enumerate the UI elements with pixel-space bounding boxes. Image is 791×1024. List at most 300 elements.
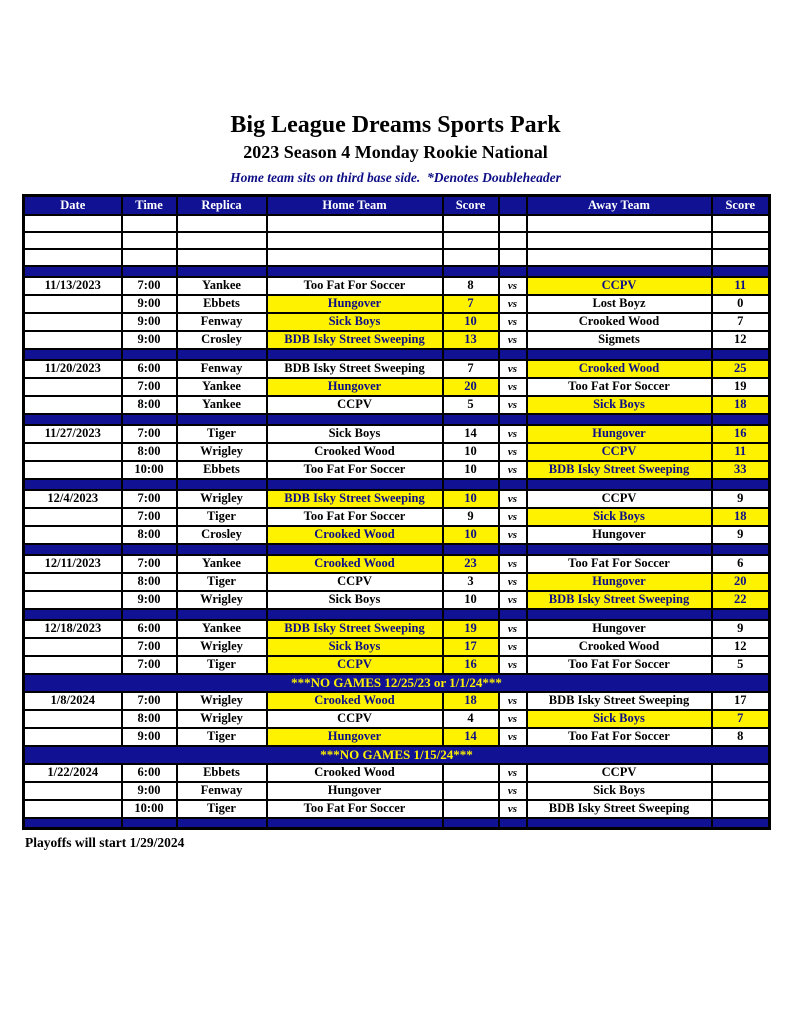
header-home-team: Home Team xyxy=(267,196,443,215)
away-team-cell: CCPV xyxy=(527,277,712,295)
away-score-cell: 12 xyxy=(712,638,770,656)
separator-cell xyxy=(122,414,177,425)
replica-cell: Ebbets xyxy=(177,295,267,313)
separator-cell xyxy=(712,414,770,425)
away-team-cell: CCPV xyxy=(527,490,712,508)
date-cell xyxy=(24,461,122,479)
time-cell: 7:00 xyxy=(122,638,177,656)
replica-cell: Tiger xyxy=(177,656,267,674)
empty-cell xyxy=(712,232,770,249)
replica-cell: Crosley xyxy=(177,526,267,544)
home-score-cell: 14 xyxy=(443,425,499,443)
away-team-cell: Hungover xyxy=(527,526,712,544)
vs-label: vs xyxy=(499,620,527,638)
vs-label: vs xyxy=(499,692,527,710)
home-team-cell: Sick Boys xyxy=(267,591,443,609)
empty-cell xyxy=(267,249,443,266)
away-team-cell: CCPV xyxy=(527,764,712,782)
separator-cell xyxy=(499,414,527,425)
replica-cell: Wrigley xyxy=(177,638,267,656)
game-row xyxy=(24,656,770,674)
vs-label: vs xyxy=(499,508,527,526)
game-row xyxy=(24,555,770,573)
home-score-cell: 10 xyxy=(443,526,499,544)
away-score-cell: 8 xyxy=(712,728,770,746)
separator-cell xyxy=(267,266,443,277)
separator-cell xyxy=(499,349,527,360)
separator-cell xyxy=(443,349,499,360)
empty-cell xyxy=(122,232,177,249)
time-cell: 7:00 xyxy=(122,692,177,710)
vs-label: vs xyxy=(499,360,527,378)
date-cell xyxy=(24,331,122,349)
separator-cell xyxy=(712,544,770,555)
away-team-cell: Sick Boys xyxy=(527,710,712,728)
home-team-cell: CCPV xyxy=(267,656,443,674)
date-cell xyxy=(24,656,122,674)
empty-row xyxy=(24,215,770,232)
home-score-cell: 7 xyxy=(443,295,499,313)
separator-cell xyxy=(24,818,122,829)
time-cell: 6:00 xyxy=(122,620,177,638)
separator-cell xyxy=(443,479,499,490)
home-score-cell: 20 xyxy=(443,378,499,396)
empty-row xyxy=(24,232,770,249)
home-team-cell: Sick Boys xyxy=(267,313,443,331)
time-cell: 6:00 xyxy=(122,360,177,378)
home-team-cell: CCPV xyxy=(267,573,443,591)
time-cell: 9:00 xyxy=(122,313,177,331)
time-cell: 8:00 xyxy=(122,710,177,728)
game-row xyxy=(24,360,770,378)
header-replica: Replica xyxy=(177,196,267,215)
date-cell: 11/13/2023 xyxy=(24,277,122,295)
date-cell: 1/22/2024 xyxy=(24,764,122,782)
date-cell xyxy=(24,295,122,313)
date-cell xyxy=(24,573,122,591)
week-separator-row xyxy=(24,609,770,620)
separator-cell xyxy=(443,414,499,425)
home-score-cell: 13 xyxy=(443,331,499,349)
away-score-cell: 0 xyxy=(712,295,770,313)
header-home-score: Score xyxy=(443,196,499,215)
date-cell xyxy=(24,396,122,414)
date-cell xyxy=(24,508,122,526)
separator-cell xyxy=(527,609,712,620)
separator-cell xyxy=(24,414,122,425)
separator-cell xyxy=(122,349,177,360)
separator-cell xyxy=(177,818,267,829)
replica-cell: Fenway xyxy=(177,782,267,800)
vs-label: vs xyxy=(499,526,527,544)
separator-cell xyxy=(267,479,443,490)
date-cell: 12/18/2023 xyxy=(24,620,122,638)
vs-label: vs xyxy=(499,573,527,591)
separator-cell xyxy=(267,609,443,620)
time-cell: 8:00 xyxy=(122,526,177,544)
empty-cell xyxy=(499,249,527,266)
time-cell: 8:00 xyxy=(122,573,177,591)
home-team-cell: Hungover xyxy=(267,782,443,800)
separator-cell xyxy=(267,414,443,425)
away-score-cell: 9 xyxy=(712,526,770,544)
date-cell xyxy=(24,800,122,818)
separator-cell xyxy=(499,818,527,829)
separator-cell xyxy=(177,609,267,620)
header-row xyxy=(24,196,770,215)
game-row xyxy=(24,331,770,349)
separator-cell xyxy=(499,266,527,277)
time-cell: 9:00 xyxy=(122,782,177,800)
date-cell xyxy=(24,526,122,544)
vs-label: vs xyxy=(499,295,527,313)
away-team-cell: Too Fat For Soccer xyxy=(527,555,712,573)
replica-cell: Wrigley xyxy=(177,443,267,461)
replica-cell: Yankee xyxy=(177,378,267,396)
home-team-cell: Too Fat For Soccer xyxy=(267,800,443,818)
game-row xyxy=(24,573,770,591)
away-team-cell: BDB Isky Street Sweeping xyxy=(527,461,712,479)
replica-cell: Wrigley xyxy=(177,692,267,710)
home-team-cell: Sick Boys xyxy=(267,425,443,443)
separator-cell xyxy=(122,544,177,555)
game-row xyxy=(24,425,770,443)
separator-cell xyxy=(499,609,527,620)
separator-cell xyxy=(24,544,122,555)
separator-cell xyxy=(177,479,267,490)
home-team-cell: Crooked Wood xyxy=(267,555,443,573)
away-score-cell: 18 xyxy=(712,396,770,414)
vs-label: vs xyxy=(499,331,527,349)
date-cell: 11/27/2023 xyxy=(24,425,122,443)
separator-cell xyxy=(527,414,712,425)
vs-label: vs xyxy=(499,591,527,609)
date-cell xyxy=(24,710,122,728)
away-score-cell: 11 xyxy=(712,277,770,295)
vs-label: vs xyxy=(499,555,527,573)
separator-cell xyxy=(443,818,499,829)
schedule-table xyxy=(22,194,771,830)
empty-cell xyxy=(527,249,712,266)
separator-cell xyxy=(122,479,177,490)
week-separator-row xyxy=(24,544,770,555)
time-cell: 7:00 xyxy=(122,425,177,443)
away-team-cell: Crooked Wood xyxy=(527,360,712,378)
date-cell xyxy=(24,378,122,396)
game-row xyxy=(24,313,770,331)
separator-cell xyxy=(122,818,177,829)
away-score-cell: 20 xyxy=(712,573,770,591)
game-row xyxy=(24,295,770,313)
empty-cell xyxy=(122,215,177,232)
separator-cell xyxy=(712,609,770,620)
away-team-cell: Sigmets xyxy=(527,331,712,349)
home-team-cell: Too Fat For Soccer xyxy=(267,461,443,479)
separator-cell xyxy=(443,266,499,277)
home-score-cell: 10 xyxy=(443,313,499,331)
empty-cell xyxy=(443,215,499,232)
time-cell: 10:00 xyxy=(122,800,177,818)
game-row xyxy=(24,443,770,461)
separator-cell xyxy=(177,414,267,425)
away-team-cell: Crooked Wood xyxy=(527,638,712,656)
home-team-cell: Hungover xyxy=(267,378,443,396)
home-score-cell: 17 xyxy=(443,638,499,656)
vs-label: vs xyxy=(499,800,527,818)
empty-cell xyxy=(24,249,122,266)
vs-label: vs xyxy=(499,710,527,728)
away-score-cell: 33 xyxy=(712,461,770,479)
date-cell xyxy=(24,443,122,461)
game-row xyxy=(24,378,770,396)
home-score-cell: 10 xyxy=(443,591,499,609)
replica-cell: Ebbets xyxy=(177,764,267,782)
empty-cell xyxy=(527,232,712,249)
replica-cell: Tiger xyxy=(177,573,267,591)
home-score-cell: 3 xyxy=(443,573,499,591)
separator-cell xyxy=(177,266,267,277)
page-subtitle: 2023 Season 4 Monday Rookie National xyxy=(243,142,548,162)
empty-cell xyxy=(122,249,177,266)
date-cell xyxy=(24,313,122,331)
away-team-cell: BDB Isky Street Sweeping xyxy=(527,800,712,818)
time-cell: 10:00 xyxy=(122,461,177,479)
away-score-cell: 25 xyxy=(712,360,770,378)
vs-label: vs xyxy=(499,396,527,414)
game-row xyxy=(24,526,770,544)
away-score-cell xyxy=(712,782,770,800)
away-team-cell: Crooked Wood xyxy=(527,313,712,331)
vs-label: vs xyxy=(499,443,527,461)
home-team-cell: BDB Isky Street Sweeping xyxy=(267,490,443,508)
away-team-cell: Sick Boys xyxy=(527,396,712,414)
separator-cell xyxy=(712,266,770,277)
replica-cell: Wrigley xyxy=(177,591,267,609)
schedule-body xyxy=(24,215,770,829)
replica-cell: Fenway xyxy=(177,360,267,378)
home-score-cell: 4 xyxy=(443,710,499,728)
separator-cell xyxy=(177,349,267,360)
away-team-cell: Sick Boys xyxy=(527,508,712,526)
time-cell: 7:00 xyxy=(122,378,177,396)
home-team-cell: BDB Isky Street Sweeping xyxy=(267,620,443,638)
home-score-cell: 8 xyxy=(443,277,499,295)
header-away-team: Away Team xyxy=(527,196,712,215)
replica-cell: Wrigley xyxy=(177,710,267,728)
away-score-cell: 22 xyxy=(712,591,770,609)
home-team-cell: Too Fat For Soccer xyxy=(267,508,443,526)
separator-cell xyxy=(499,479,527,490)
header-away-score: Score xyxy=(712,196,770,215)
away-team-cell: Hungover xyxy=(527,620,712,638)
vs-label: vs xyxy=(499,313,527,331)
home-score-cell: 14 xyxy=(443,728,499,746)
away-score-cell: 9 xyxy=(712,620,770,638)
time-cell: 7:00 xyxy=(122,555,177,573)
separator-cell xyxy=(527,544,712,555)
empty-cell xyxy=(267,232,443,249)
game-row xyxy=(24,508,770,526)
vs-label: vs xyxy=(499,764,527,782)
vs-label: vs xyxy=(499,461,527,479)
separator-cell xyxy=(527,349,712,360)
time-cell: 7:00 xyxy=(122,277,177,295)
separator-cell xyxy=(122,266,177,277)
away-score-cell: 12 xyxy=(712,331,770,349)
playoffs-note: Playoffs will start 1/29/2024 xyxy=(25,835,185,850)
date-cell: 1/8/2024 xyxy=(24,692,122,710)
away-score-cell: 17 xyxy=(712,692,770,710)
game-row xyxy=(24,782,770,800)
separator-cell xyxy=(24,349,122,360)
home-score-cell: 19 xyxy=(443,620,499,638)
home-team-cell: Crooked Wood xyxy=(267,443,443,461)
time-cell: 9:00 xyxy=(122,591,177,609)
away-score-cell: 19 xyxy=(712,378,770,396)
home-team-cell: CCPV xyxy=(267,396,443,414)
date-cell xyxy=(24,728,122,746)
away-team-cell: Too Fat For Soccer xyxy=(527,656,712,674)
home-score-cell: 5 xyxy=(443,396,499,414)
separator-cell xyxy=(24,479,122,490)
home-team-cell: Crooked Wood xyxy=(267,692,443,710)
home-team-cell: Crooked Wood xyxy=(267,526,443,544)
game-row xyxy=(24,490,770,508)
date-cell: 11/20/2023 xyxy=(24,360,122,378)
separator-cell xyxy=(712,349,770,360)
game-row xyxy=(24,591,770,609)
empty-cell xyxy=(177,249,267,266)
home-team-cell: Crooked Wood xyxy=(267,764,443,782)
away-team-cell: Lost Boyz xyxy=(527,295,712,313)
time-cell: 8:00 xyxy=(122,443,177,461)
week-separator-row xyxy=(24,818,770,829)
page-title: Big League Dreams Sports Park xyxy=(230,112,561,138)
replica-cell: Yankee xyxy=(177,396,267,414)
time-cell: 7:00 xyxy=(122,490,177,508)
game-row xyxy=(24,728,770,746)
replica-cell: Tiger xyxy=(177,425,267,443)
replica-cell: Wrigley xyxy=(177,490,267,508)
separator-cell xyxy=(24,609,122,620)
game-row xyxy=(24,396,770,414)
away-team-cell: Too Fat For Soccer xyxy=(527,728,712,746)
vs-label: vs xyxy=(499,425,527,443)
home-score-cell: 16 xyxy=(443,656,499,674)
replica-cell: Crosley xyxy=(177,331,267,349)
home-team-cell: CCPV xyxy=(267,710,443,728)
away-score-cell: 7 xyxy=(712,313,770,331)
time-cell: 9:00 xyxy=(122,331,177,349)
replica-cell: Ebbets xyxy=(177,461,267,479)
empty-cell xyxy=(499,232,527,249)
home-team-cell: Hungover xyxy=(267,295,443,313)
away-team-cell: BDB Isky Street Sweeping xyxy=(527,591,712,609)
empty-cell xyxy=(177,215,267,232)
home-team-cell: Sick Boys xyxy=(267,638,443,656)
empty-cell xyxy=(527,215,712,232)
home-score-cell: 23 xyxy=(443,555,499,573)
vs-label: vs xyxy=(499,277,527,295)
separator-cell xyxy=(527,818,712,829)
replica-cell: Tiger xyxy=(177,728,267,746)
separator-cell xyxy=(499,544,527,555)
home-team-cell: BDB Isky Street Sweeping xyxy=(267,360,443,378)
time-cell: 7:00 xyxy=(122,656,177,674)
game-row xyxy=(24,710,770,728)
away-score-cell: 5 xyxy=(712,656,770,674)
no-games-banner-text: ***NO GAMES 1/15/24*** xyxy=(24,746,770,764)
away-score-cell: 7 xyxy=(712,710,770,728)
empty-cell xyxy=(267,215,443,232)
week-separator-row xyxy=(24,414,770,425)
empty-cell xyxy=(24,215,122,232)
replica-cell: Tiger xyxy=(177,800,267,818)
header-date: Date xyxy=(24,196,122,215)
empty-cell xyxy=(443,232,499,249)
time-cell: 9:00 xyxy=(122,295,177,313)
separator-cell xyxy=(267,349,443,360)
home-score-cell xyxy=(443,782,499,800)
time-cell: 9:00 xyxy=(122,728,177,746)
empty-cell xyxy=(177,232,267,249)
vs-label: vs xyxy=(499,638,527,656)
replica-cell: Tiger xyxy=(177,508,267,526)
empty-cell xyxy=(24,232,122,249)
home-score-cell: 10 xyxy=(443,443,499,461)
home-score-cell xyxy=(443,800,499,818)
no-games-banner-row xyxy=(24,746,770,764)
away-score-cell xyxy=(712,764,770,782)
separator-cell xyxy=(527,479,712,490)
separator-cell xyxy=(712,479,770,490)
date-cell xyxy=(24,638,122,656)
vs-label: vs xyxy=(499,656,527,674)
game-row xyxy=(24,800,770,818)
vs-label: vs xyxy=(499,728,527,746)
separator-cell xyxy=(443,609,499,620)
replica-cell: Yankee xyxy=(177,620,267,638)
home-team-cell: Too Fat For Soccer xyxy=(267,277,443,295)
replica-cell: Yankee xyxy=(177,277,267,295)
week-separator-row xyxy=(24,349,770,360)
empty-cell xyxy=(499,215,527,232)
away-team-cell: BDB Isky Street Sweeping xyxy=(527,692,712,710)
no-games-banner-row xyxy=(24,674,770,692)
home-team-cell: Hungover xyxy=(267,728,443,746)
separator-cell xyxy=(24,266,122,277)
date-cell: 12/11/2023 xyxy=(24,555,122,573)
away-team-cell: CCPV xyxy=(527,443,712,461)
home-team-cell: BDB Isky Street Sweeping xyxy=(267,331,443,349)
week-separator-row xyxy=(24,266,770,277)
week-separator-row xyxy=(24,479,770,490)
vs-label: vs xyxy=(499,782,527,800)
away-score-cell: 18 xyxy=(712,508,770,526)
game-row xyxy=(24,764,770,782)
away-score-cell: 16 xyxy=(712,425,770,443)
title-block xyxy=(0,0,791,186)
separator-cell xyxy=(527,266,712,277)
home-score-cell: 10 xyxy=(443,461,499,479)
date-cell: 12/4/2023 xyxy=(24,490,122,508)
away-score-cell xyxy=(712,800,770,818)
time-cell: 8:00 xyxy=(122,396,177,414)
separator-cell xyxy=(122,609,177,620)
time-cell: 7:00 xyxy=(122,508,177,526)
replica-cell: Fenway xyxy=(177,313,267,331)
home-score-cell: 7 xyxy=(443,360,499,378)
